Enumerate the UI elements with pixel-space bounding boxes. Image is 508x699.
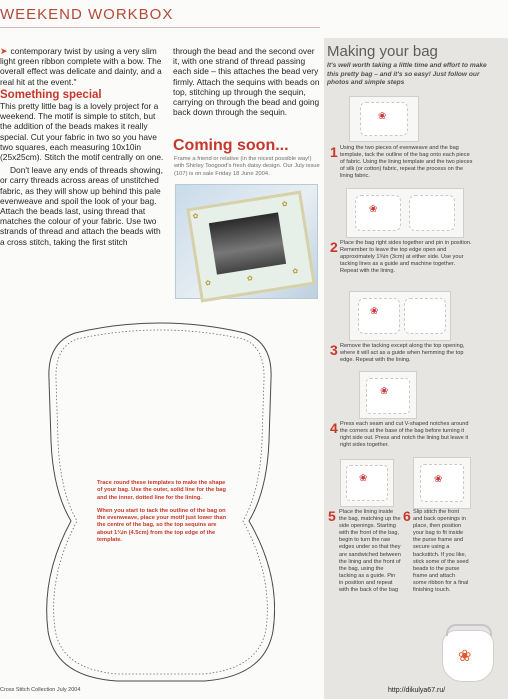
template-instruction-2: When you start to tack the outline of the bag on the evenweave, place your motif just lower than the centre of the bag, so the top sequins are about 1¾in (4.5cm) from the top edge of the template. — [97, 507, 226, 544]
article-column-2 — [173, 46, 321, 120]
template-instruction-1: Trace round these templates to make the shape of your bag. Use the outer, solid line for the bag and the inner, dotted line for the lining. — [97, 480, 226, 501]
step-6-number: 6 — [403, 508, 411, 524]
step-3-number: 3 — [330, 342, 338, 358]
template-instructions — [97, 480, 227, 544]
paragraph-3: through the bead and the second over it, with one strand of thread passing each side – this attaches the bead very firmly. Attach the sequins with beads on top, stitching up through the sequin, carrying on through the bead and going back down through the sequin. — [173, 46, 320, 118]
daisy-icon: ✿ — [292, 267, 299, 276]
step-4-photo — [359, 371, 417, 419]
coming-soon-photo — [175, 184, 318, 299]
arrow-icon: ➤ — [0, 46, 8, 56]
step-1-number: 1 — [330, 144, 338, 160]
rose-motif-icon: ❀ — [359, 473, 368, 484]
daisy-frame-image — [186, 191, 315, 303]
page-footer: Cross Stitch Collection July 2004 — [0, 687, 81, 693]
step-5-number: 5 — [328, 508, 336, 524]
step-2-number: 2 — [330, 239, 338, 255]
subhead-something-special: Something special — [0, 88, 102, 101]
step-4-text: Press each seam and cut V-shaped notches around the corners at the base of the bag before turning it right side out. Press and notch the lining but leave it right sides together. — [340, 421, 469, 449]
coming-soon-text: Frame a friend or relative (in the nicest possible way!) with Shirley Toogood's fresh daisy design. Our July issue (107) is on sale Friday 18 June 2004. — [174, 156, 320, 177]
daisy-icon: ✿ — [246, 275, 254, 283]
rose-motif-icon: ❀ — [434, 474, 443, 485]
step-3-photo — [349, 291, 451, 341]
step-5-text: Place the lining inside the bag, matching up the side openings. Starting with the front of the bag, begin to turn the raw edges under so that they are sandwiched between the lining and the front of the bag, using the tacking as a guide. Pin in position and repeat with the back of the bag — [339, 509, 401, 594]
rose-motif-icon: ❀ — [380, 386, 389, 397]
lead-text: contemporary twist by using a very slim light green ribbon complete with a bow. The overall effect was delicate and dainty, and a real hit at the event." — [0, 46, 162, 87]
step-6-photo — [413, 457, 471, 509]
step-4-number: 4 — [330, 420, 338, 436]
finished-bag-photo — [436, 622, 496, 684]
page-header: WEEKEND WORKBOX — [0, 6, 174, 23]
step-2-photo — [346, 188, 464, 238]
making-title: Making your bag — [327, 43, 438, 60]
step-5-photo — [340, 459, 394, 507]
paragraph-1: This pretty little bag is a lovely project for a weekend. The motif is simple to stitch, but the addition of the beads makes it really special. Cut your fabric in two so you have two squares, each measuring 10x10in (25x25cm). Stitch the motif centrally on one. — [0, 101, 164, 163]
step-2-text: Place the bag right sides together and pin in position. Remember to leave the top edge open and approximately 1¾in (3cm) at either side. Use your tacking lines as a guide and machine together. Repeat with the lining. — [340, 240, 472, 275]
source-url: http://dikulya67.ru/ — [388, 687, 446, 694]
rose-motif-icon: ❀ — [458, 648, 472, 665]
rose-motif-icon: ❀ — [370, 306, 379, 317]
rose-motif-icon: ❀ — [378, 111, 387, 122]
coming-soon-title: Coming soon... — [173, 137, 289, 154]
making-intro: It's well worth taking a little time and effort to make this pretty bag – and it's so easy! Just follow our photos and simple steps — [327, 62, 487, 87]
step-1-photo — [349, 96, 419, 142]
paragraph-2: Don't leave any ends of threads showing, or carry threads across areas of unstitched fabric, as they will show up behind this pale evenweave and spoil the look of your bag. Attach the beads last, using thread that matches the colour of your fabric. Use two strands of thread and attach the beads with a cross stitch, taking the first stitch — [0, 165, 163, 247]
article-column-1 — [0, 46, 166, 250]
framed-photo — [209, 212, 286, 274]
daisy-icon: ✿ — [192, 212, 200, 221]
daisy-icon: ✿ — [281, 200, 289, 209]
header-rule — [0, 27, 320, 28]
step-6-text: Slip stitch the front and back openings in place, then position your bag to fit inside the purse frame and secure using a backstitch. If you like, stick some of the seed beads to the purse frame and attach some ribbon for a final finishing touch. — [413, 509, 469, 594]
step-1-text: Using the two pieces of evenweave and the bag template, tack the outline of the bag onto each piece of fabric. Using the lining template and the two pieces of silk (or cotton) fabric, repeat the process on the lining fabric. — [340, 145, 473, 180]
rose-motif-icon: ❀ — [369, 204, 378, 215]
daisy-icon: ✿ — [204, 279, 212, 288]
step-3-text: Remove the tacking except along the top opening, where it will act as a guide when hemming the top edge. Repeat with the lining. — [340, 343, 465, 364]
